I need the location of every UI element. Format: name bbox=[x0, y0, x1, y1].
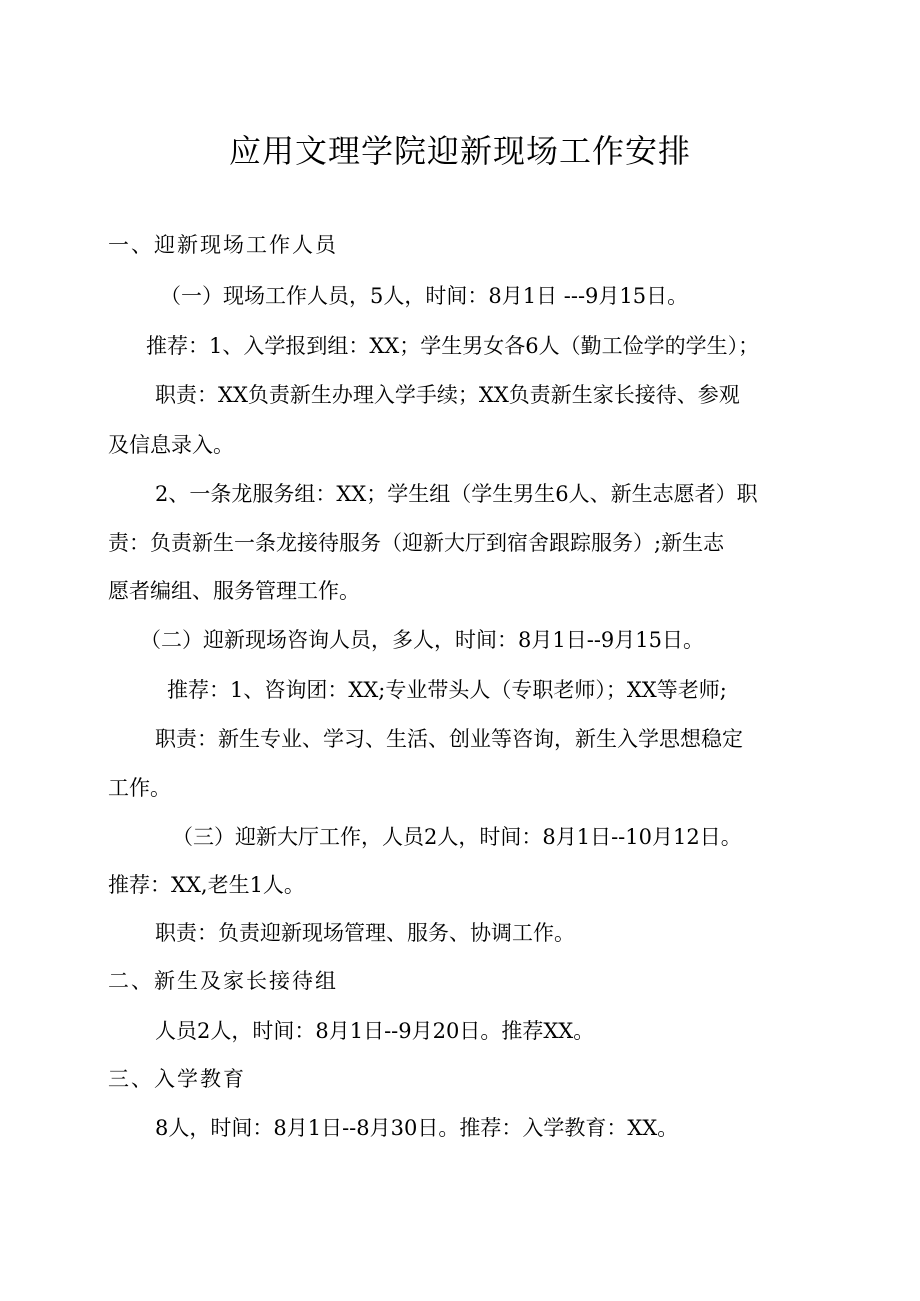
paragraph-line: 愿者编组、服务管理工作。 bbox=[108, 579, 360, 603]
section-heading-1: 一、迎新现场工作人员 bbox=[108, 233, 338, 257]
paragraph-line: 责：负责新生一条龙接待服务（迎新大厅到宿舍跟踪服务）;新生志 bbox=[108, 531, 725, 555]
paragraph-line: （一）现场工作人员，5人，时间：8月1日 ---9月15日。 bbox=[160, 284, 689, 308]
paragraph-line: 推荐：1、入学报到组：XX；学生男女各6人（勤工俭学的学生）； bbox=[146, 334, 760, 358]
paragraph-line: 推荐：XX,老生1人。 bbox=[108, 873, 305, 897]
paragraph-line: 人员2人，时间：8月1日--9月20日。推荐XX。 bbox=[155, 1019, 595, 1043]
paragraph-line: 及信息录入。 bbox=[108, 433, 234, 457]
paragraph-line: 2、一条龙服务组：XX；学生组（学生男生6人、新生志愿者）职 bbox=[155, 482, 758, 506]
paragraph-line: （二）迎新现场咨询人员，多人，时间：8月1日--9月15日。 bbox=[140, 628, 704, 652]
paragraph-line: 职责：负责迎新现场管理、服务、协调工作。 bbox=[155, 921, 575, 945]
section-heading-3: 三、入学教育 bbox=[108, 1067, 246, 1091]
document-title: 应用文理学院迎新现场工作安排 bbox=[228, 132, 691, 170]
section-heading-2: 二、新生及家长接待组 bbox=[108, 969, 338, 993]
paragraph-line: 推荐：1、咨询团：XX;专业带头人（专职老师）；XX等老师; bbox=[167, 678, 727, 702]
paragraph-line: 工作。 bbox=[108, 776, 171, 800]
paragraph-line: 职责：XX负责新生办理入学手续；XX负责新生家长接待、参观 bbox=[155, 383, 740, 407]
paragraph-line: （三）迎新大厅工作，人员2人，时间：8月1日--10月12日。 bbox=[172, 825, 742, 849]
paragraph-line: 8人，时间：8月1日--8月30日。推荐：入学教育：XX。 bbox=[155, 1116, 679, 1140]
paragraph-line: 职责：新生专业、学习、生活、创业等咨询，新生入学思想稳定 bbox=[155, 727, 743, 751]
